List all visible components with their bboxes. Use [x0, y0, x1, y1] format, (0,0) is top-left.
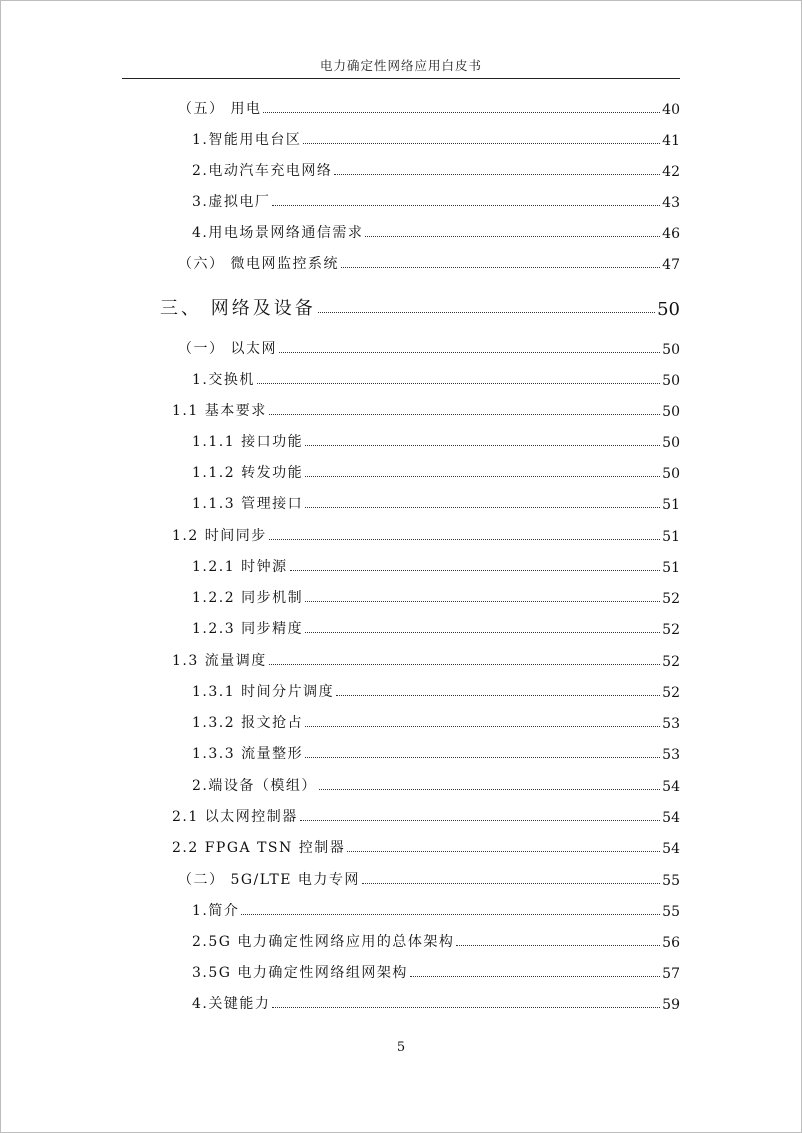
toc-entry-label: 2.2 FPGA TSN 控制器: [172, 840, 346, 856]
toc-entry[interactable]: [192, 156, 680, 180]
toc-entry-label: 2.5G 电力确定性网络应用的总体架构: [192, 934, 455, 950]
toc-entry[interactable]: [192, 427, 680, 451]
toc-entry-label: 1.2 时间同步: [172, 528, 267, 544]
toc-dot-leader: [365, 236, 660, 237]
toc-dot-leader: [272, 1007, 660, 1008]
toc-entry-label: 1.1 基本要求: [172, 403, 267, 419]
toc-entry[interactable]: [192, 989, 680, 1013]
toc-entry-label: 2.电动汽车充电网络: [192, 163, 333, 179]
toc-entry-page: 52: [662, 591, 680, 607]
toc-dot-leader: [300, 820, 660, 821]
toc-entry-page: 51: [662, 529, 680, 545]
toc-entry[interactable]: [192, 708, 680, 732]
toc-entry-label: 三、 网络及设备: [160, 298, 316, 319]
toc-entry-page: 52: [662, 654, 680, 670]
toc-entry-label: 1.3.1 时间分片调度: [192, 684, 335, 700]
toc-entry-page: 56: [662, 935, 680, 951]
toc-dot-leader: [305, 757, 660, 758]
toc-dot-leader: [318, 312, 655, 313]
toc-entry[interactable]: [192, 365, 680, 389]
toc-dot-leader: [305, 726, 660, 727]
toc-dot-leader: [269, 664, 660, 665]
toc-entry-page: 50: [662, 435, 680, 451]
toc-entry-page: 55: [662, 873, 680, 889]
toc-entry-page: 50: [662, 404, 680, 420]
toc-entry-label: 4.关键能力: [192, 996, 271, 1012]
toc-entry[interactable]: [192, 489, 680, 513]
toc-entry-label: 4.用电场景网络通信需求: [192, 225, 364, 241]
toc-entry[interactable]: [192, 583, 680, 607]
toc-entry-label: 1.2.3 同步精度: [192, 621, 304, 637]
toc-dot-leader: [319, 789, 660, 790]
toc-entry-page: 41: [662, 133, 680, 149]
toc-entry-label: （六） 微电网监控系统: [178, 256, 339, 272]
toc-dot-leader: [257, 383, 660, 384]
toc-entry[interactable]: [192, 187, 680, 211]
running-header: 电力确定性网络应用白皮书: [319, 58, 482, 73]
toc-entry-page: 50: [662, 373, 680, 389]
toc-entry[interactable]: [178, 334, 680, 358]
toc-dot-leader: [279, 352, 660, 353]
toc-entry-label: 1.3.3 流量整形: [192, 746, 304, 762]
toc-dot-leader: [263, 112, 660, 113]
toc-entry-page: 50: [662, 466, 680, 482]
toc-entry-page: 46: [662, 226, 680, 242]
toc-entry[interactable]: [192, 677, 680, 701]
toc-dot-leader: [341, 267, 660, 268]
header-rule: [122, 78, 680, 79]
toc-entry-page: 52: [662, 685, 680, 701]
toc-entry-label: 1.2.2 同步机制: [192, 590, 304, 606]
toc-entry[interactable]: [192, 218, 680, 242]
toc-entry-label: （五） 用电: [178, 101, 262, 117]
toc-dot-leader: [336, 695, 660, 696]
toc-dot-leader: [456, 945, 660, 946]
toc-entry[interactable]: [192, 458, 680, 482]
toc-dot-leader: [305, 507, 660, 508]
toc-dot-leader: [305, 601, 660, 602]
toc-entry[interactable]: [178, 249, 680, 273]
toc-entry[interactable]: [192, 771, 680, 795]
toc-entry-page: 50: [662, 342, 680, 358]
toc-dot-leader: [290, 570, 661, 571]
toc-dot-leader: [347, 851, 660, 852]
toc-entry[interactable]: [178, 865, 680, 889]
toc-entry-label: 3.虚拟电厂: [192, 194, 271, 210]
toc-entry-page: 40: [662, 102, 680, 118]
toc-entry-page: 54: [662, 841, 680, 857]
toc-dot-leader: [269, 539, 660, 540]
toc-entry-label: 1.1.3 管理接口: [192, 496, 304, 512]
toc-entry-page: 52: [662, 622, 680, 638]
toc-entry[interactable]: [160, 290, 680, 320]
toc-entry-label: 1.3 流量调度: [172, 653, 267, 669]
toc-dot-leader: [272, 205, 660, 206]
toc-entry-label: 2.1 以太网控制器: [172, 809, 298, 825]
toc-entry[interactable]: [192, 896, 680, 920]
toc-entry-page: 47: [662, 257, 680, 273]
toc-entry-page: 51: [662, 497, 680, 513]
toc-entry[interactable]: [192, 927, 680, 951]
toc-entry-label: 2.端设备（模组）: [192, 778, 317, 794]
toc-entry-page: 42: [662, 164, 680, 180]
toc-entry-label: 1.交换机: [192, 372, 255, 388]
toc-entry-label: 1.智能用电台区: [192, 132, 302, 148]
toc-entry-label: 1.2.1 时钟源: [192, 559, 288, 575]
toc-entry-page: 54: [662, 810, 680, 826]
toc-entry[interactable]: [172, 833, 680, 857]
page-number: 5: [396, 1040, 406, 1055]
toc-dot-leader: [305, 632, 660, 633]
toc-entry-label: 3.5G 电力确定性网络组网架构: [192, 965, 408, 981]
toc-entry-page: 54: [662, 779, 680, 795]
toc-entry-page: 53: [662, 716, 680, 732]
toc-dot-leader: [269, 414, 660, 415]
toc-entry[interactable]: [178, 94, 680, 118]
toc-entry[interactable]: [192, 552, 680, 576]
toc-entry-page: 57: [662, 966, 680, 982]
toc-entry-label: 1.3.2 报文抢占: [192, 715, 304, 731]
toc-entry-page: 43: [662, 195, 680, 211]
toc-entry[interactable]: [172, 646, 680, 670]
toc-dot-leader: [334, 174, 660, 175]
toc-entry-label: （一） 以太网: [178, 341, 277, 357]
toc-entry[interactable]: [172, 802, 680, 826]
toc-entry-page: 51: [662, 560, 680, 576]
toc-entry[interactable]: [172, 521, 680, 545]
toc-entry[interactable]: [192, 125, 680, 149]
toc-entry[interactable]: [192, 958, 680, 982]
toc-entry-page: 50: [657, 299, 680, 320]
toc-dot-leader: [410, 976, 660, 977]
toc-entry-page: 59: [662, 997, 680, 1013]
toc-dot-leader: [303, 143, 660, 144]
toc-entry[interactable]: [172, 396, 680, 420]
toc-dot-leader: [305, 445, 660, 446]
toc-dot-leader: [305, 476, 660, 477]
toc-entry[interactable]: [192, 614, 680, 638]
toc-entry-page: 53: [662, 747, 680, 763]
toc-entry-label: （二） 5G/LTE 电力专网: [178, 872, 360, 888]
toc-entry-label: 1.简介: [192, 903, 240, 919]
toc-entry-label: 1.1.1 接口功能: [192, 434, 304, 450]
toc-entry-page: 55: [662, 904, 680, 920]
toc-entry[interactable]: [192, 739, 680, 763]
toc-dot-leader: [362, 883, 660, 884]
toc-entry-label: 1.1.2 转发功能: [192, 465, 304, 481]
toc-dot-leader: [241, 914, 660, 915]
